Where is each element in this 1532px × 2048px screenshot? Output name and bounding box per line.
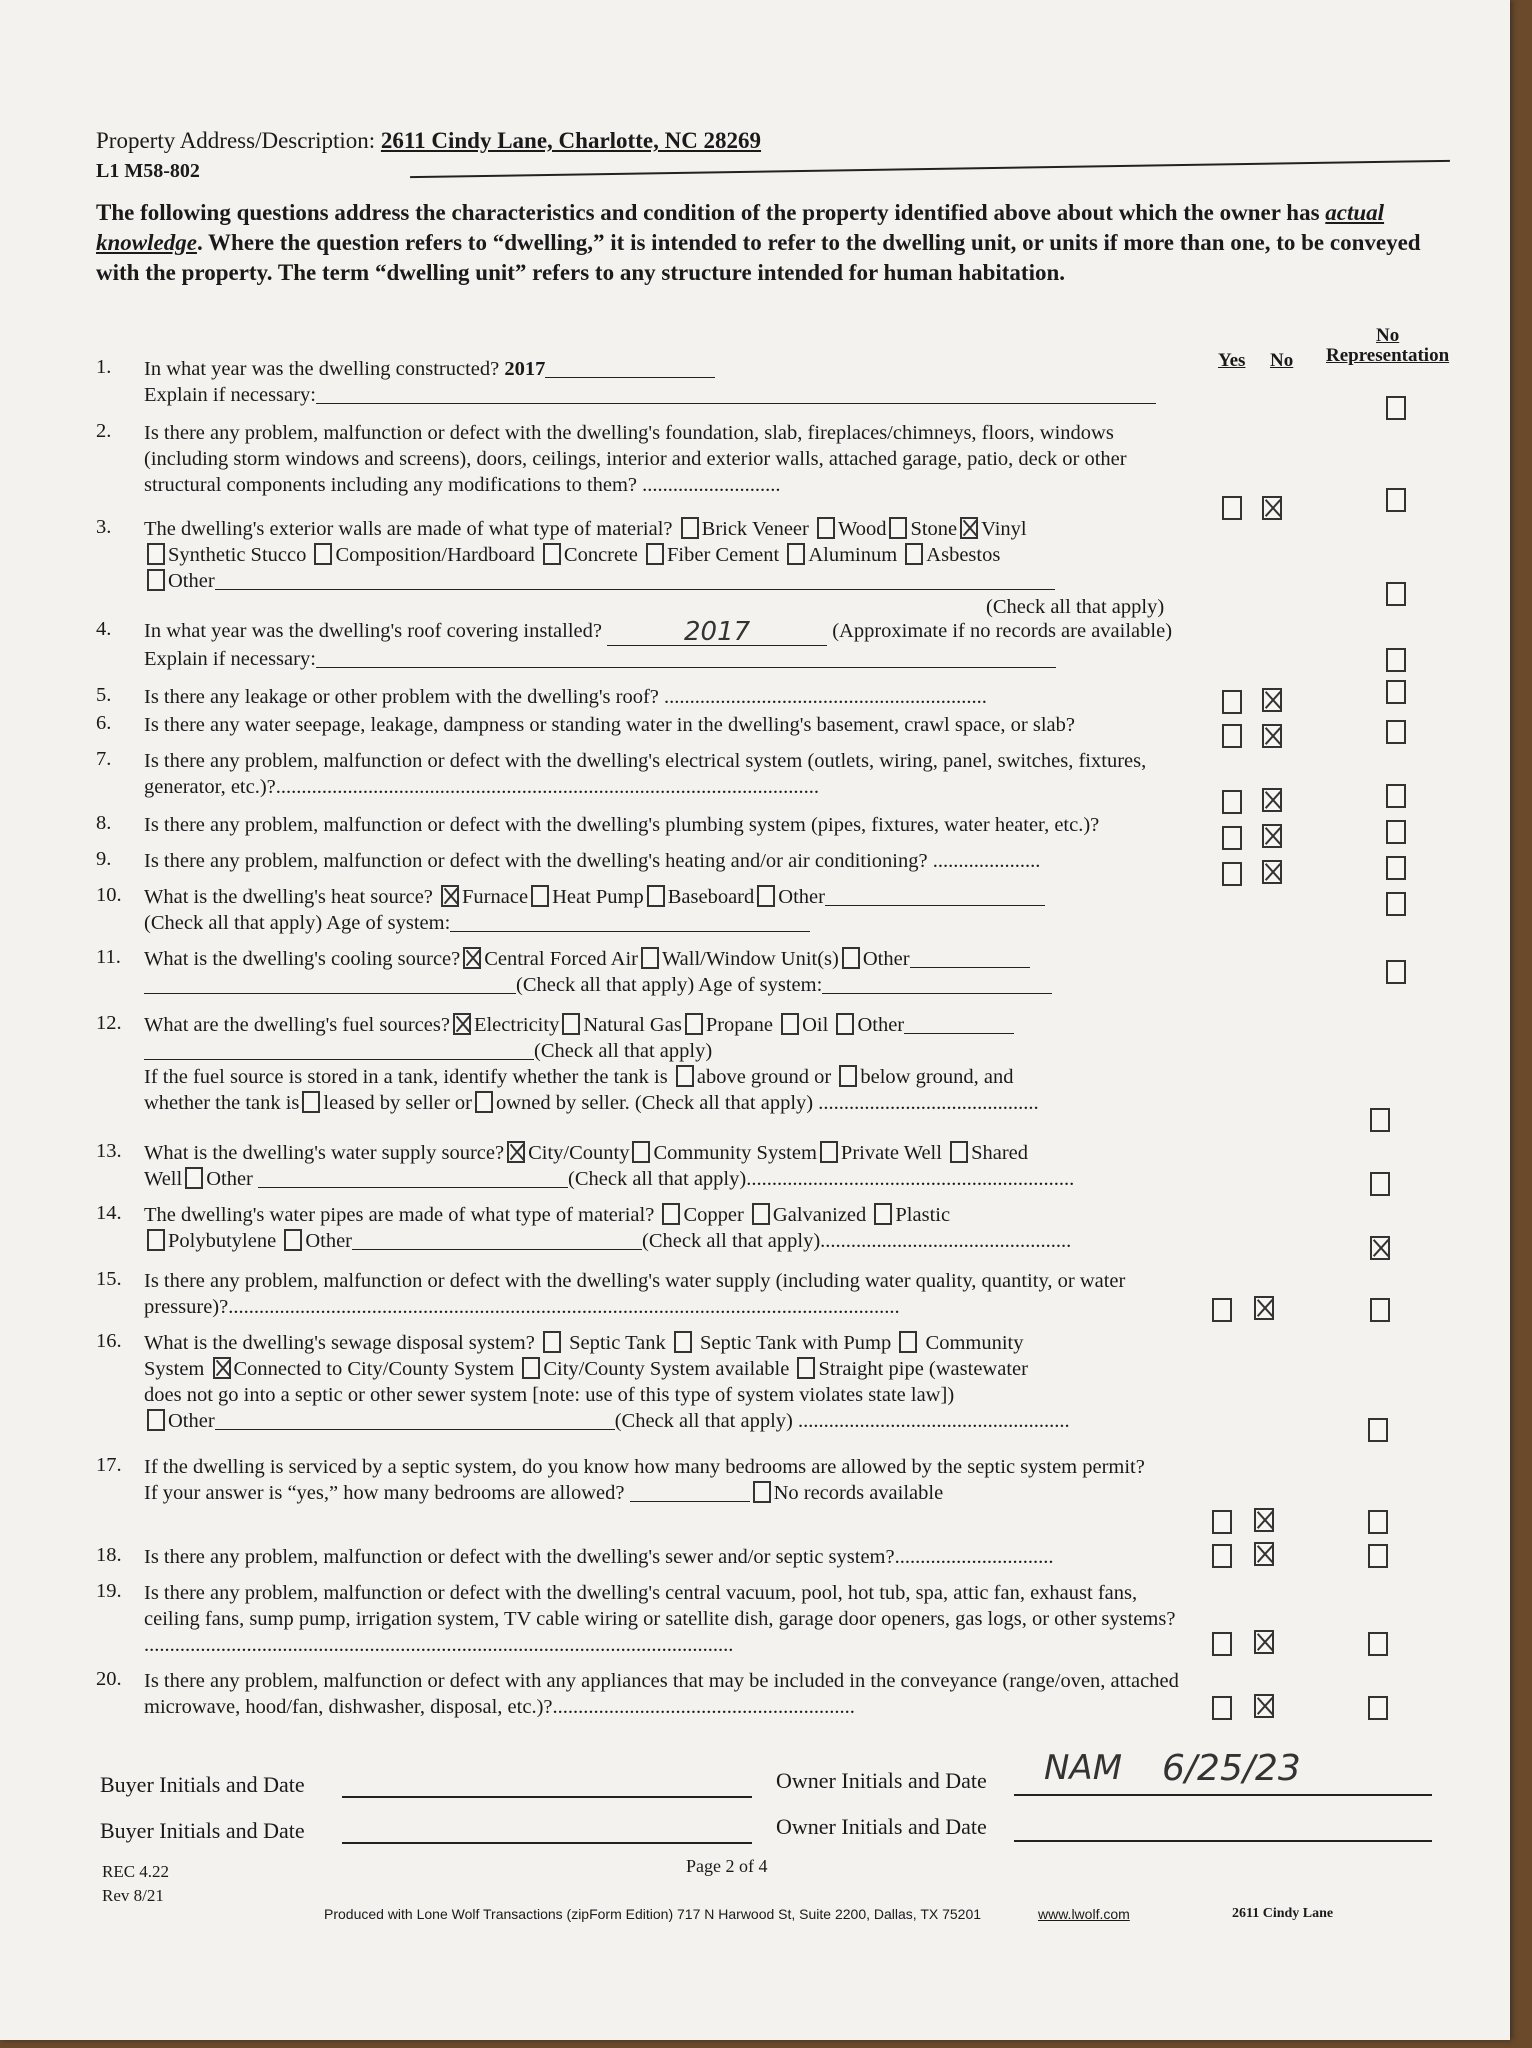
q8-yes-checkbox[interactable] (1222, 826, 1242, 850)
q19-yes-checkbox[interactable] (1212, 1632, 1232, 1656)
question-9: Is there any problem, malfunction or defect with the dwelling's heating and/or air conditioning? ..................... (144, 850, 1041, 872)
q17-no-checkbox[interactable] (1254, 1508, 1274, 1532)
q9-yes-checkbox[interactable] (1222, 862, 1242, 886)
owner-initials-line-2[interactable] (1014, 1840, 1432, 1842)
q7-no-checkbox[interactable] (1262, 788, 1282, 812)
q15-norep-checkbox[interactable] (1370, 1298, 1390, 1322)
question-5: Is there any leakage or other problem with the dwelling's roof? ............................................................... (144, 686, 987, 708)
q11-norep-checkbox[interactable] (1386, 960, 1406, 984)
question-14: The dwelling's water pipes are made of what type of material? Copper Galvanized Plastic Polybutylene Other (Check all that apply)................................................. (144, 1204, 1072, 1252)
question-1: In what year was the dwelling constructed? 2017 Explain if necessary: (144, 356, 1190, 408)
year-built: 2017 (504, 358, 546, 380)
q5-yes-checkbox[interactable] (1222, 690, 1242, 714)
q19-norep-checkbox[interactable] (1368, 1632, 1388, 1656)
question-10: What is the dwelling's heat source? Furnace Heat Pump Baseboard Other (Check all that apply) Age of system: (144, 884, 1190, 936)
form-reference: L1 M58-802 (96, 160, 200, 182)
document-name: 2611 Cindy Lane (1232, 1906, 1334, 1921)
question-6: Is there any water seepage, leakage, dampness or standing water in the dwelling's basement, crawl space, or slab? (144, 714, 1075, 736)
question-11: What is the dwelling's cooling source? Central Forced Air Wall/Window Unit(s) Other (Check all that apply) Age of system: (144, 946, 1190, 998)
producer-link[interactable]: www.lwolf.com (1038, 1906, 1130, 1922)
q1-norep-checkbox[interactable] (1386, 396, 1406, 420)
q8-no-checkbox[interactable] (1262, 824, 1282, 848)
owner-initials-line-1[interactable] (1014, 1794, 1432, 1796)
intro-paragraph: The following questions address the characteristics and condition of the property identified above about which the owner has actual knowledge. Where the question refers to “dwelling,” it is intended to refer to the dwelling unit, or units if more than one, to be conveyed with the property. The term “dwelling unit” refers to any structure intended for human habitation. (96, 200, 1421, 285)
q13-norep-checkbox[interactable] (1370, 1172, 1390, 1196)
address-value: 2611 Cindy Lane, Charlotte, NC 28269 (380, 128, 762, 153)
q10-norep-checkbox[interactable] (1386, 892, 1406, 916)
question-18: Is there any problem, malfunction or defect with the dwelling's sewer and/or septic system?............................... (144, 1546, 1054, 1568)
q6-no-checkbox[interactable] (1262, 724, 1282, 748)
q2-yes-checkbox[interactable] (1222, 496, 1242, 520)
q2-norep-checkbox[interactable] (1386, 488, 1406, 512)
property-address: Property Address/Description: 2611 Cindy Lane, Charlotte, NC 28269 (96, 128, 762, 153)
q18-no-checkbox[interactable] (1254, 1542, 1274, 1566)
q2-no-checkbox[interactable] (1262, 496, 1282, 520)
q18-norep-checkbox[interactable] (1368, 1544, 1388, 1568)
roof-year: 2017 (607, 619, 827, 646)
q18-yes-checkbox[interactable] (1212, 1544, 1232, 1568)
col-no: No (1270, 350, 1294, 371)
q6-yes-checkbox[interactable] (1222, 724, 1242, 748)
question-7: Is there any problem, malfunction or defect with the dwelling's electrical system (outlets, wiring, panel, switches, fixtures, generator, etc.)?.......................................................................................................... (144, 750, 1147, 798)
q17-yes-checkbox[interactable] (1212, 1510, 1232, 1534)
question-16: What is the dwelling's sewage disposal system? Septic Tank Septic Tank with Pump Community System Connected to City/County System City/County System available Straight pipe (wastewater does not go into a septic or other sewer system [note: use of this type of system violates state law]) Other (Check all that apply) ..................................................... (144, 1332, 1070, 1432)
q17-norep-checkbox[interactable] (1368, 1510, 1388, 1534)
owner-sign-date: 6/25/23 (1162, 1748, 1301, 1789)
owner-initials-label-1: Owner Initials and Date (776, 1768, 987, 1793)
q15-yes-checkbox[interactable] (1212, 1298, 1232, 1322)
form-revision: Rev 8/21 (102, 1886, 164, 1905)
page-number: Page 2 of 4 (686, 1856, 768, 1876)
question-13: What is the dwelling's water supply source? City/County Community System Private Well Shared Well Other (Check all that apply)................................................................ (144, 1142, 1075, 1190)
q3-norep-checkbox[interactable] (1386, 582, 1406, 606)
q14-norep-checkbox[interactable] (1370, 1236, 1390, 1260)
buyer-initials-label-2: Buyer Initials and Date (100, 1818, 305, 1843)
question-17: If the dwelling is serviced by a septic system, do you know how many bedrooms are allowed by the septic system permit? If your answer is “yes,” how many bedrooms are allowed? No records available (144, 1456, 1145, 1504)
q7-norep-checkbox[interactable] (1386, 784, 1406, 808)
question-15: Is there any problem, malfunction or defect with the dwelling's water supply (including water quality, quantity, or water pressure)?................................................................................................................................... (144, 1270, 1126, 1318)
buyer-initials-line-2[interactable] (342, 1842, 752, 1844)
q12-norep-checkbox[interactable] (1370, 1108, 1390, 1132)
buyer-initials-line-1[interactable] (342, 1796, 752, 1798)
address-line (410, 160, 1450, 178)
owner-initials-label-2: Owner Initials and Date (776, 1814, 987, 1839)
q9-no-checkbox[interactable] (1262, 860, 1282, 884)
q20-no-checkbox[interactable] (1254, 1694, 1274, 1718)
q20-norep-checkbox[interactable] (1368, 1696, 1388, 1720)
q19-no-checkbox[interactable] (1254, 1630, 1274, 1654)
question-20: Is there any problem, malfunction or defect with any appliances that may be included in the conveyance (range/oven, attached microwave, hood/fan, dishwasher, disposal, etc.)?........................................................... (144, 1670, 1179, 1718)
q6-norep-checkbox[interactable] (1386, 720, 1406, 744)
buyer-initials-label-1: Buyer Initials and Date (100, 1772, 305, 1797)
col-norep-1: No (1376, 325, 1400, 346)
col-norep-2: Representation (1326, 345, 1450, 366)
q9-norep-checkbox[interactable] (1386, 856, 1406, 880)
q16-norep-checkbox[interactable] (1368, 1418, 1388, 1442)
q4-norep-checkbox[interactable] (1386, 648, 1406, 672)
q20-yes-checkbox[interactable] (1212, 1696, 1232, 1720)
q15-no-checkbox[interactable] (1254, 1296, 1274, 1320)
q7-yes-checkbox[interactable] (1222, 790, 1242, 814)
q5-norep-checkbox[interactable] (1386, 680, 1406, 704)
question-8: Is there any problem, malfunction or defect with the dwelling's plumbing system (pipes, fixtures, water heater, etc.)? (144, 814, 1100, 836)
q8-norep-checkbox[interactable] (1386, 820, 1406, 844)
form-page: Property Address/Description: 2611 Cindy Lane, Charlotte, NC 28269 L1 M58-802 The following questions address the characteristics and condition of the property identified above about which the owner has actual knowledge. Where the question refers to “dwelling,” it is intended to refer to the dwelling unit, or units if more than one, to be conveyed with the property. The term “dwelling unit” refers to any structure intended for human habitation. Yes No No Representation 1. In what year was the dwelling constructed? 2017 Explain if necessary: 2. Is there any problem, malfunction or defect with the dwelling's foundation, slab, fireplaces/chimneys, floors, windows (including storm windows and screens), doors, ceilings, interior and exterior walls, attached garage, patio, deck or other structural components including any modifications to them? ........................... 3. The dwelling's exterior walls are made of what type of material? Brick Veneer Wood Stone Vinyl Synthetic Stucco Composition/Hardboard Concrete Fiber Cement Aluminum Asbestos Other (Check all that apply) 4. In what year was the dwelling's roof covering installed? 2017 (Approximate if no records are available) Explain if necessary: 5. Is there any leakage or other problem with the dwelling's roof? ............................................................... 6. Is there any water seepage, leakage, dampness or standing water in the dwelling's basement, crawl space, or slab? 7. Is there any problem, malfunction or defect with the dwelling's electrical system (outlets, wiring, panel, switches, fixtures, generator, etc.)?.......................................................................................................... 8. Is there any problem, malfunction or defect with the dwelling's plumbing system (pipes, fixtures, water heater, etc.)? 9. Is there any problem, malfunction or defect with the dwelling's heating and/or air conditioning? ..................... 10. What is the dwelling's heat source? Furnace Heat Pump Baseboard Other (Check all that apply) Age of system: 11. What is the dwelling's cooling source? Central Forced Air Wall/Window Unit(s) Other (Check all that apply) Age of system: 12. What are the dwelling's fuel sources? Electricity Natural Gas Propane Oil Other (Check all that apply) If the fuel source is stored in a tank, identify whether the tank is above ground or below ground, and whether the tank is leased by seller or owned by seller. (Check all that apply) ........................................... 13. What is the dwelling's water supply source? City/County Community System Private Well Shared Well Other (Check all that apply)................................................................ 14. The dwelling's water pipes are made of what type of material? Copper Galvanized Plastic Polybutylene Other (Check all that apply)................................................. 15. Is there any problem, malfunction or defect with the dwelling's water supply (including water quality, quantity, or water pressure)?................................................................................................................................... 16. What is the dwelling's sewage disposal system? Septic Tank Septic Tank with Pump Community System Connected to City/County System City/County System available Straight pipe (wastewater does not go into a septic or other sewer system [note: use of this type of system violates state law]) Other (Check all that apply) ..................................................... 17. If the dwelling is serviced by a septic system, do you know how many bedrooms are allowed by the septic system permit? If your answer is “yes,” how many bedrooms are allowed? No records available 18. Is there any problem, malfunction or defect with the dwelling's sewer and/or septic system?............................... 19. Is there any problem, malfunction or defect with the dwelling's central vacuum, pool, hot tub, spa, attic fan, exhaust fans, ceiling fans, sump pump, irrigation system, TV cable wiring or satellite dish, garage door openers, gas logs, or other systems? ................................................................................................................... 20. Is there any problem, malfunction or defect with any appliances that may be included in the conveyance (range/oven, attached microwave, hood/fan, dishwasher, disposal, etc.)?........................................................... Buyer Initials and Date Owner Initials and Date NAM 6/25/23 Buyer Initials and Date Owner Initials and Date REC 4.22 Rev 8/21 Page 2 of 4 Produced with Lone Wolf Transactions (zipForm Edition) 717 N Harwood St, Suite 2200, Dallas, TX 75201 www.lwolf.com 2611 Cindy Lane (0, 0, 1510, 2040)
owner-initials: NAM (1044, 1748, 1123, 1788)
question-12: What are the dwelling's fuel sources? Electricity Natural Gas Propane Oil Other (Check all that apply) If the fuel source is stored in a tank, identify whether the tank is above ground or below ground, and whether the tank is leased by seller or owned by seller. (Check all that apply) ........................................... (144, 1014, 1039, 1114)
col-yes: Yes (1218, 350, 1246, 371)
question-3: The dwelling's exterior walls are made of what type of material? Brick Veneer Wood Stone Vinyl Synthetic Stucco Composition/Hardboard Concrete Fiber Cement Aluminum Asbestos Other (Check all that apply) (144, 518, 1165, 618)
question-2: Is there any problem, malfunction or defect with the dwelling's foundation, slab, fireplaces/chimneys, floors, windows (including storm windows and screens), doors, ceilings, interior and exterior walls, attached garage, patio, deck or other structural components including any modifications to them? ........................... (144, 422, 1127, 496)
question-4: In what year was the dwelling's roof covering installed? 2017 (Approximate if no records are available) Explain if necessary: (144, 617, 1173, 670)
producer-note: Produced with Lone Wolf Transactions (zipForm Edition) 717 N Harwood St, Suite 2200, Dallas, TX 75201 (324, 1906, 982, 1922)
question-19: Is there any problem, malfunction or defect with the dwelling's central vacuum, pool, hot tub, spa, attic fan, exhaust fans, ceiling fans, sump pump, irrigation system, TV cable wiring or satellite dish, garage door openers, gas logs, or other systems? ................................................................................................................... (144, 1582, 1176, 1656)
form-code: REC 4.22 (102, 1862, 170, 1881)
q5-no-checkbox[interactable] (1262, 688, 1282, 712)
